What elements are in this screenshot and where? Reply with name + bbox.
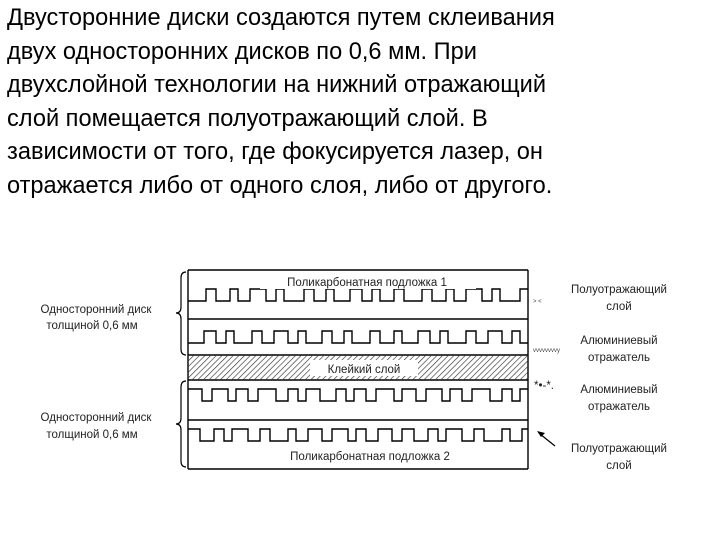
substrate-1-label: Поликарбонатная подложка 1 [287, 277, 447, 289]
brace-icon [176, 381, 186, 467]
single-sided-disk-label: Односторонний диск [40, 412, 152, 424]
semi-reflective-layer-label: Полуотражающий [571, 443, 667, 455]
semi-reflective-layer-label: слой [606, 460, 632, 472]
substrate-2-label: Поликарбонатная подложка 2 [290, 451, 450, 463]
thickness-label: толщиной 0,6 мм [46, 429, 138, 441]
aluminum-reflector-label: отражатель [588, 401, 650, 413]
aluminum-reflector-label: отражатель [588, 352, 650, 364]
paragraph-line: двух односторонних дисков по 0,6 мм. При [7, 38, 477, 65]
paragraph-line: слой помещается полуотражающий слой. В [7, 105, 488, 132]
adhesive-layer-label: Клейкий слой [327, 364, 401, 376]
pit-track-line [188, 289, 528, 301]
paragraph-line: Двусторонние диски создаются путем склеивания [7, 5, 555, 31]
semi-reflective-layer-label: Полуотражающий [571, 284, 667, 296]
brace-icon [176, 272, 186, 355]
aluminum-reflector-label: Алюминиевый [580, 335, 658, 347]
pit-track-line [188, 331, 528, 343]
pointer-mark: vvvvvvvvy [533, 348, 560, 354]
arrow-icon [537, 431, 555, 446]
pit-track-line [188, 429, 528, 441]
paragraph-line: зависимости от того, где фокусируется лазер, он [7, 139, 543, 166]
pointer-mark: *•-*. [534, 380, 555, 392]
paragraph-line: двухслойной технологии на нижний отражающий [7, 72, 547, 99]
aluminum-reflector-label: Алюминиевый [580, 384, 658, 396]
thickness-label: толщиной 0,6 мм [46, 320, 138, 332]
pit-track-line [188, 389, 528, 401]
pointer-mark: > < [533, 299, 542, 305]
single-sided-disk-label: Односторонний диск [40, 304, 152, 316]
paragraph-line: отражается либо от одного слоя, либо от другого. [7, 172, 553, 199]
semi-reflective-layer-label: слой [606, 301, 632, 313]
